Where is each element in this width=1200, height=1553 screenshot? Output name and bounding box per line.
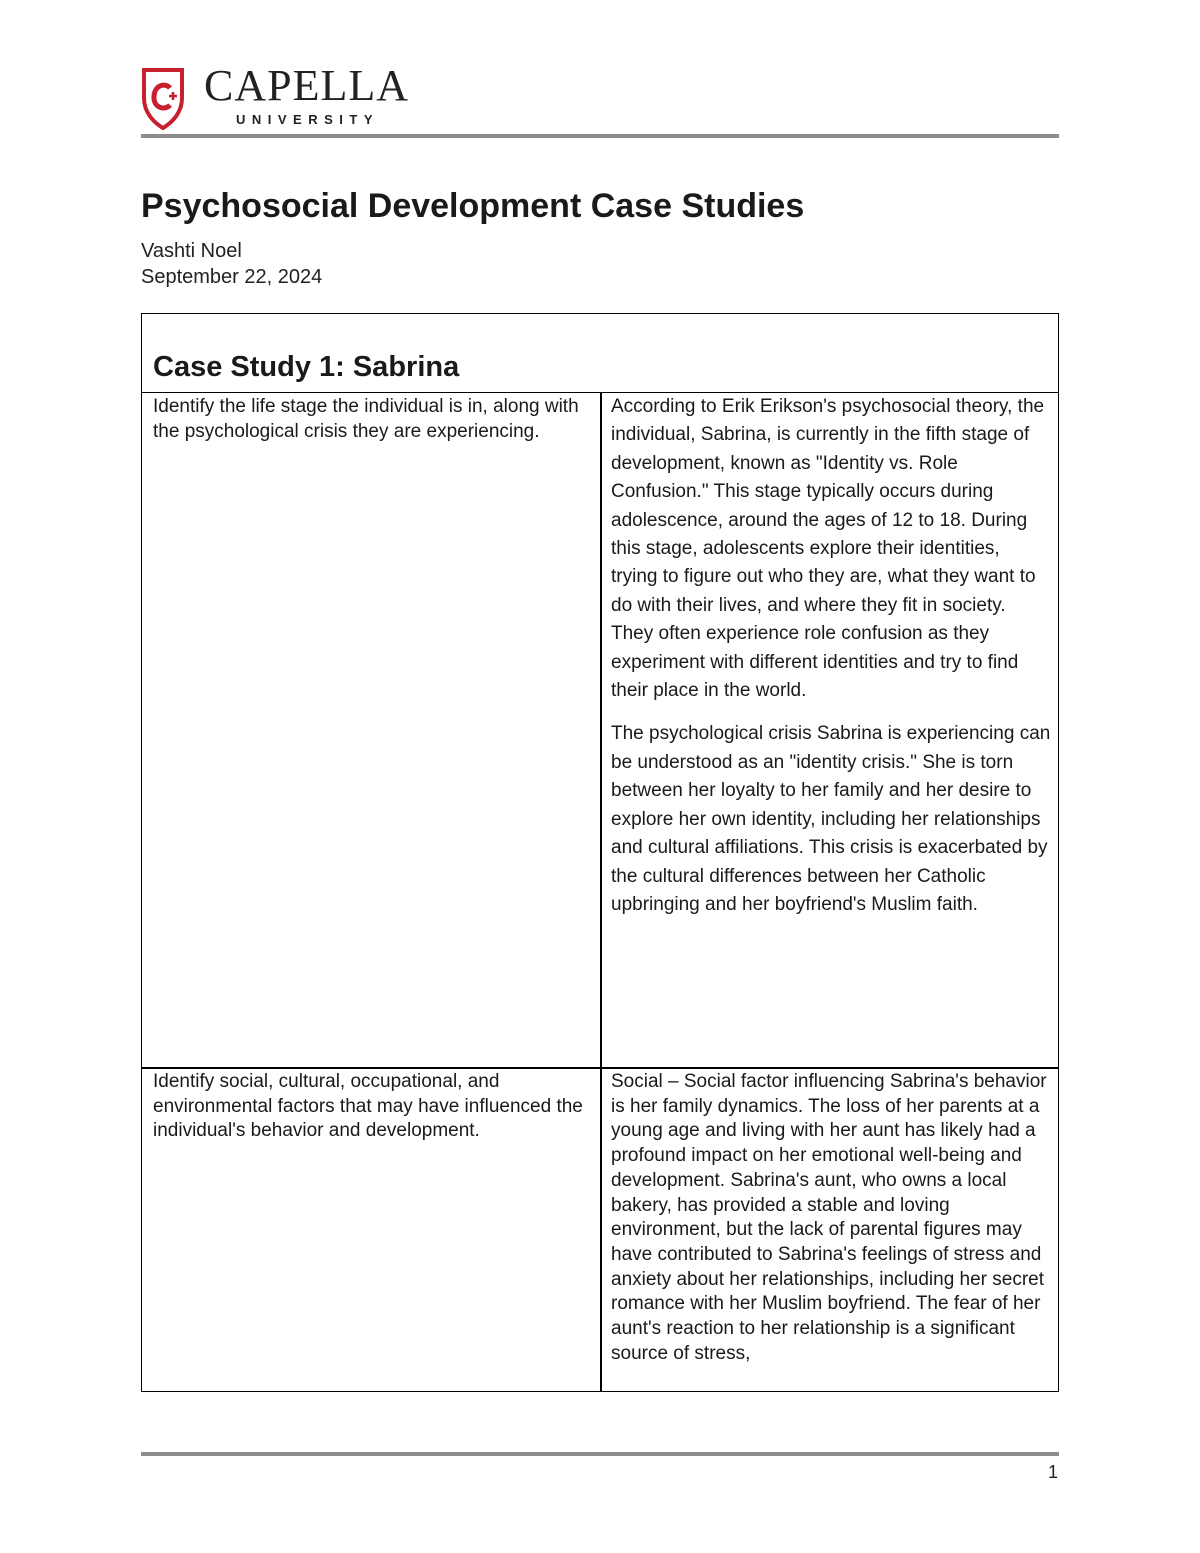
- response-factors: [611, 1070, 1051, 1366]
- document-date: September 22, 2024: [141, 266, 323, 288]
- document-meta: [141, 238, 322, 290]
- response-paragraph: Social – Social factor influencing Sabrina's behavior is her family dynamics. The loss of her parents at a young age and living with her aunt has likely had a profound impact on her emotional well-being and development. Sabrina's aunt, who owns a local bakery, has provided a stable and loving environment, but the lack of parental figures may have contributed to Sabrina's feelings of stress and anxiety about her relationships, including her secret romance with her Muslim boyfriend. The fear of her aunt's reaction to her relationship is a significant source of stress,: [611, 1071, 1047, 1364]
- shield-icon: [140, 68, 186, 130]
- capella-logo: [140, 61, 430, 132]
- case-study-heading: Case Study 1: Sabrina: [153, 351, 460, 383]
- response-paragraph: According to Erik Erikson's psychosocial theory, the individual, Sabrina, is currently in the fifth stage of development, known as "Identity vs. Role Confusion." This stage typically occurs during adolescence, around the ages of 12 to 18. During this stage, adolescents explore their identities, trying to figure out who they are, what they want to do with their lives, and where they fit in society. They often experience role confusion as they experiment with different identities and try to find their place in the world.: [611, 396, 1045, 702]
- logo-subtext: UNIVERSITY: [236, 112, 380, 127]
- column-divider: [600, 393, 602, 1391]
- logo-wordmark: CAPELLA: [204, 61, 409, 110]
- case-study-table: [141, 313, 1059, 1392]
- row-divider: [142, 1067, 1058, 1069]
- prompt-life-stage: Identify the life stage the individual is in, along with the psychological crisis they are experiencing.: [153, 396, 579, 442]
- header-divider: [141, 134, 1059, 138]
- footer-divider: [141, 1452, 1059, 1456]
- prompt-factors: Identify social, cultural, occupational, and environmental factors that may have influenced the individual's behavior and development.: [153, 1071, 583, 1142]
- page-title: Psychosocial Development Case Studies: [141, 187, 805, 225]
- response-paragraph: The psychological crisis Sabrina is experiencing can be understood as an "identity crisis." She is torn between her loyalty to her family and her desire to explore her own identity, including her relationships and cultural affiliations. This crisis is exacerbated by the cultural differences between her Catholic upbringing and her boyfriend's Muslim faith.: [611, 723, 1051, 915]
- page-number: 1: [1047, 1462, 1058, 1482]
- response-life-stage: [611, 393, 1051, 919]
- author-name: Vashti Noel: [141, 240, 242, 262]
- case-study-header: [142, 314, 1058, 393]
